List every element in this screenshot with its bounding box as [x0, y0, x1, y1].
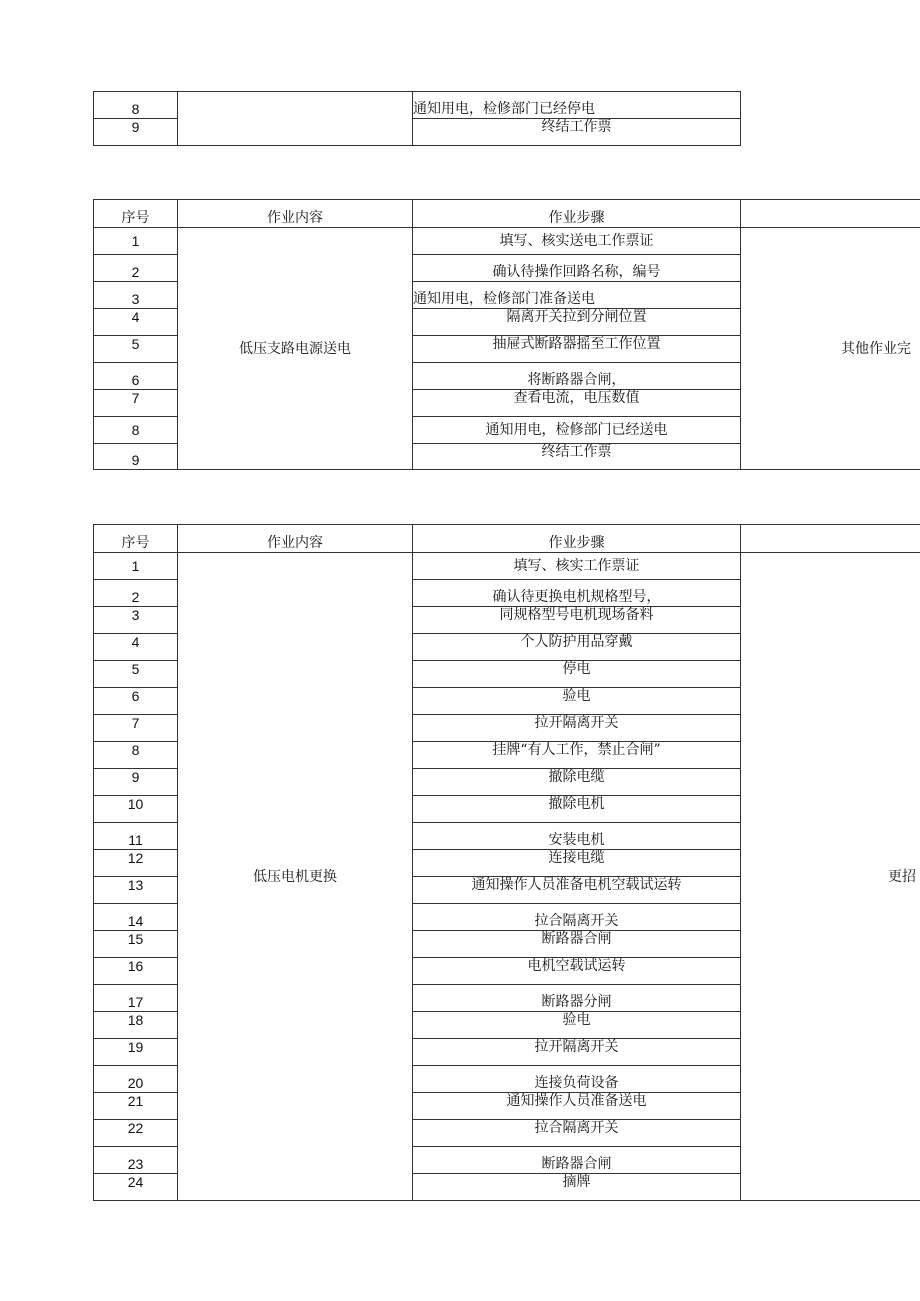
row-number: 6 — [94, 688, 178, 715]
row-number: 7 — [94, 390, 178, 417]
row-number: 15 — [94, 931, 178, 958]
table-row — [94, 553, 920, 580]
header-work-steps: 作业步骤 — [413, 525, 741, 553]
header-seq: 序号 — [94, 525, 178, 553]
header-work-content: 作业内容 — [178, 200, 413, 228]
step-cell: 终结工作票 — [413, 119, 741, 146]
step-cell: 抽屉式断路器摇至工作位置 — [413, 336, 741, 363]
table-row — [94, 228, 920, 255]
step-cell: 拉开隔离开关 — [413, 1039, 741, 1066]
row-number: 17 — [94, 985, 178, 1012]
row-number: 2 — [94, 255, 178, 282]
step-cell: 拉合隔离开关 — [413, 1120, 741, 1147]
step-cell: 通知用电，检修部门准备送电 — [413, 282, 741, 309]
row-number: 11 — [94, 823, 178, 850]
header-extra — [741, 525, 920, 553]
step-cell: 安装电机 — [413, 823, 741, 850]
step-cell: 终结工作票 — [413, 444, 741, 470]
row-number: 9 — [94, 769, 178, 796]
step-cell: 确认待更换电机规格型号， — [413, 580, 741, 607]
step-cell: 同规格型号电机现场备料 — [413, 607, 741, 634]
row-number: 24 — [94, 1174, 178, 1201]
step-cell: 隔离开关拉到分闸位置 — [413, 309, 741, 336]
row-number: 22 — [94, 1120, 178, 1147]
row-number: 2 — [94, 580, 178, 607]
table-row — [94, 92, 741, 119]
step-cell: 断路器分闸 — [413, 985, 741, 1012]
row-number: 19 — [94, 1039, 178, 1066]
row-number: 20 — [94, 1066, 178, 1093]
row-number: 3 — [94, 607, 178, 634]
row-number: 16 — [94, 958, 178, 985]
table-header-row — [94, 525, 920, 553]
row-number: 9 — [94, 119, 178, 146]
row-number: 7 — [94, 715, 178, 742]
step-cell: 验电 — [413, 1012, 741, 1039]
row-number: 12 — [94, 850, 178, 877]
row-number: 8 — [94, 742, 178, 769]
remarks-cell: 更招 — [741, 553, 920, 1201]
row-number: 8 — [94, 417, 178, 444]
row-number: 1 — [94, 553, 178, 580]
step-cell: 通知用电，检修部门已经停电 — [413, 92, 741, 119]
step-cell: 挂牌“有人工作，禁止合闸” — [413, 742, 741, 769]
row-number: 4 — [94, 634, 178, 661]
step-cell: 个人防护用品穿戴 — [413, 634, 741, 661]
row-number: 10 — [94, 796, 178, 823]
step-cell: 确认待操作回路名称，编号 — [413, 255, 741, 282]
step-cell: 拉合隔离开关 — [413, 904, 741, 931]
header-seq: 序号 — [94, 200, 178, 228]
row-number: 9 — [94, 444, 178, 470]
row-number: 6 — [94, 363, 178, 390]
header-work-steps: 作业步骤 — [413, 200, 741, 228]
work-content-cell: 低压支路电源送电 — [178, 228, 413, 470]
table-1-continuation — [93, 91, 741, 146]
row-number: 5 — [94, 661, 178, 688]
step-cell: 停电 — [413, 661, 741, 688]
remarks-cell: 其他作业完 — [741, 228, 920, 470]
step-cell: 断路器合闸 — [413, 931, 741, 958]
step-cell: 通知用电，检修部门已经送电 — [413, 417, 741, 444]
work-content-cell: 低压电机更换 — [178, 553, 413, 1201]
row-number: 4 — [94, 309, 178, 336]
row-number: 18 — [94, 1012, 178, 1039]
row-number: 13 — [94, 877, 178, 904]
row-number: 3 — [94, 282, 178, 309]
header-work-content: 作业内容 — [178, 525, 413, 553]
step-cell: 将断路器合闸， — [413, 363, 741, 390]
row-number: 1 — [94, 228, 178, 255]
step-cell: 连接电缆 — [413, 850, 741, 877]
row-number: 14 — [94, 904, 178, 931]
table-3-motor-replacement — [93, 524, 920, 1201]
step-cell: 通知操作人员准备电机空载试运转 — [413, 877, 741, 904]
step-cell: 验电 — [413, 688, 741, 715]
step-cell: 填写、核实送电工作票证 — [413, 228, 741, 255]
step-cell: 撤除电缆 — [413, 769, 741, 796]
row-number: 5 — [94, 336, 178, 363]
row-number: 23 — [94, 1147, 178, 1174]
step-cell: 通知操作人员准备送电 — [413, 1093, 741, 1120]
step-cell: 拉开隔离开关 — [413, 715, 741, 742]
step-cell: 查看电流，电压数值 — [413, 390, 741, 417]
row-number: 21 — [94, 1093, 178, 1120]
table-2-branch-power-on — [93, 199, 920, 470]
step-cell: 摘牌 — [413, 1174, 741, 1201]
step-cell: 连接负荷设备 — [413, 1066, 741, 1093]
table-header-row — [94, 200, 920, 228]
work-content-cell — [178, 92, 413, 146]
step-cell: 电机空载试运转 — [413, 958, 741, 985]
row-number: 8 — [94, 92, 178, 119]
step-cell: 撤除电机 — [413, 796, 741, 823]
step-cell: 断路器合闸 — [413, 1147, 741, 1174]
header-extra — [741, 200, 920, 228]
step-cell: 填写、核实工作票证 — [413, 553, 741, 580]
